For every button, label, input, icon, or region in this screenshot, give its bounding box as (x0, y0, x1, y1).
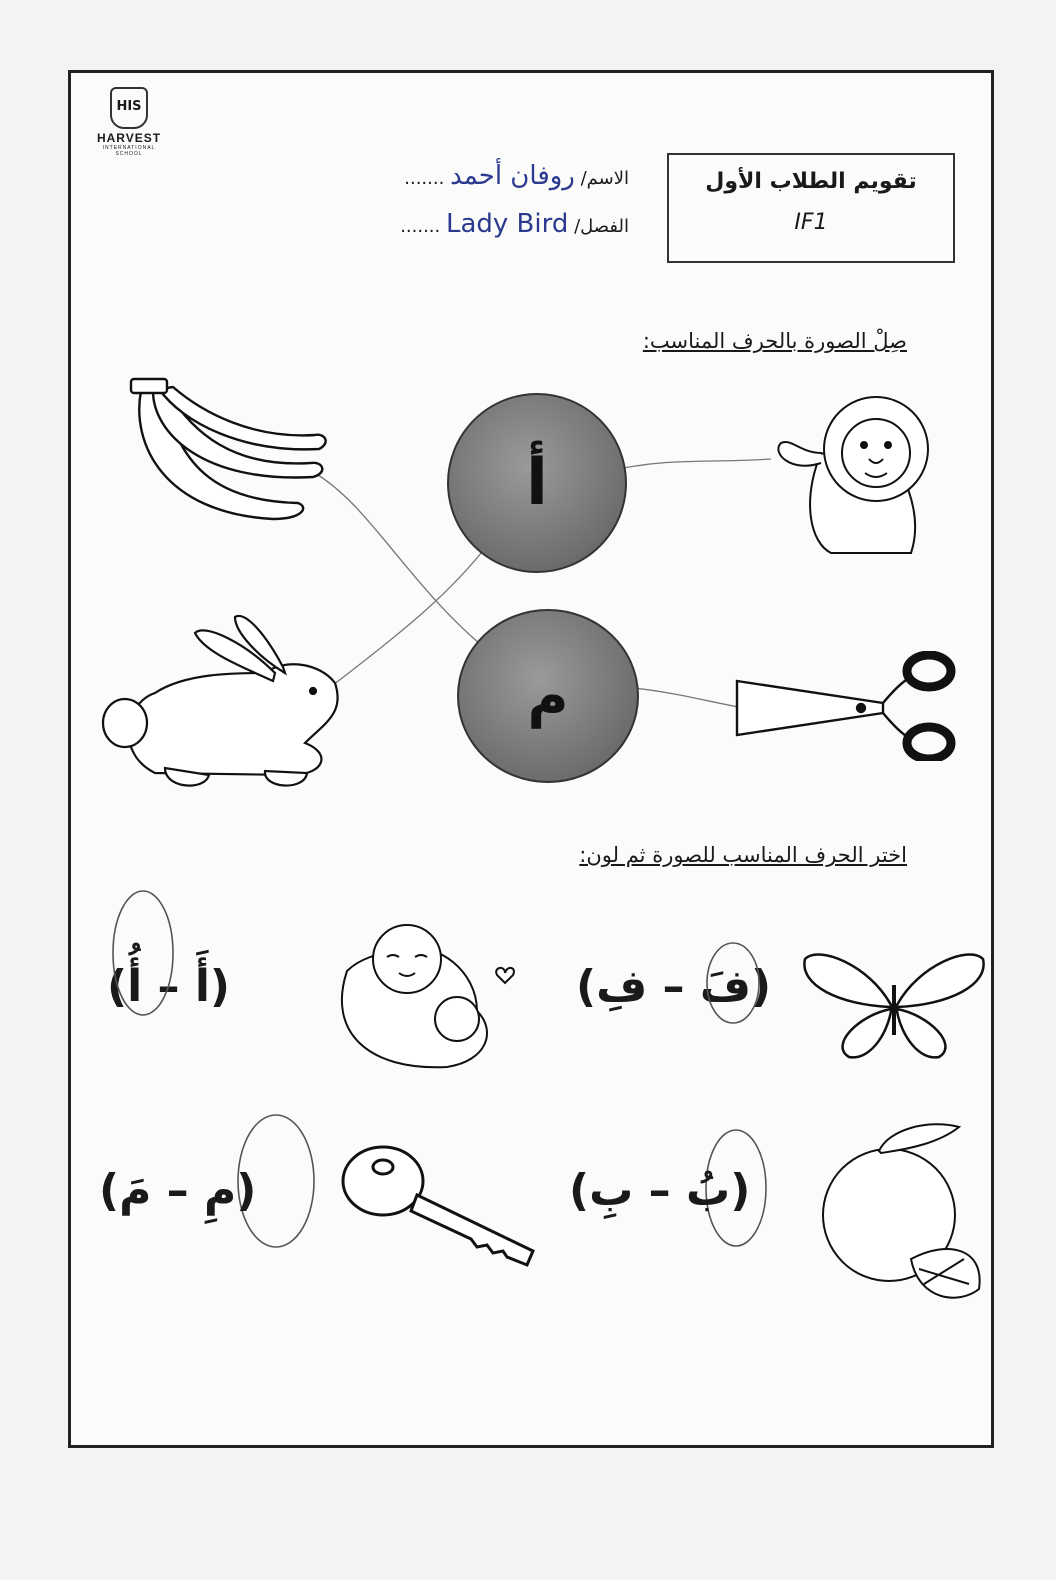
page-title: تقويم الطلاب الأول (705, 169, 917, 194)
class-label: الفصل/ (574, 216, 629, 237)
choices-mother-baby[interactable]: (أَ – أُ) (107, 961, 231, 1012)
logo-badge: HIS (110, 87, 148, 129)
circle-answer-1 (113, 891, 173, 1015)
section2-heading: اختر الحرف المناسب للصورة ثم لون: (579, 843, 907, 867)
key-icon[interactable] (337, 1141, 543, 1271)
letter-alef: أ (526, 446, 548, 520)
letter-meem: م (527, 663, 569, 729)
choices-orange[interactable]: (بُ – بِ) (569, 1165, 751, 1216)
name-label: الاسم/ (580, 168, 629, 189)
class-dots: ....... (400, 216, 441, 237)
school-subtitle: INTERNATIONAL SCHOOL (102, 145, 156, 157)
circle-answer-2 (707, 943, 759, 1023)
school-name: HARVEST (96, 131, 162, 145)
section1-heading: صِلْ الصورة بالحرف المناسب: (642, 329, 907, 353)
class-code: IF1 (794, 210, 828, 235)
class-value: Lady Bird (445, 209, 569, 239)
name-dots: ....... (404, 168, 445, 189)
name-value: روفان أحمد (450, 161, 575, 191)
orange-icon[interactable] (819, 1119, 989, 1309)
choices-butterfly[interactable]: (فَ – فِ) (576, 961, 772, 1012)
worksheet (68, 70, 994, 1448)
choices-key[interactable]: (مِ – مَ) (99, 1165, 257, 1216)
